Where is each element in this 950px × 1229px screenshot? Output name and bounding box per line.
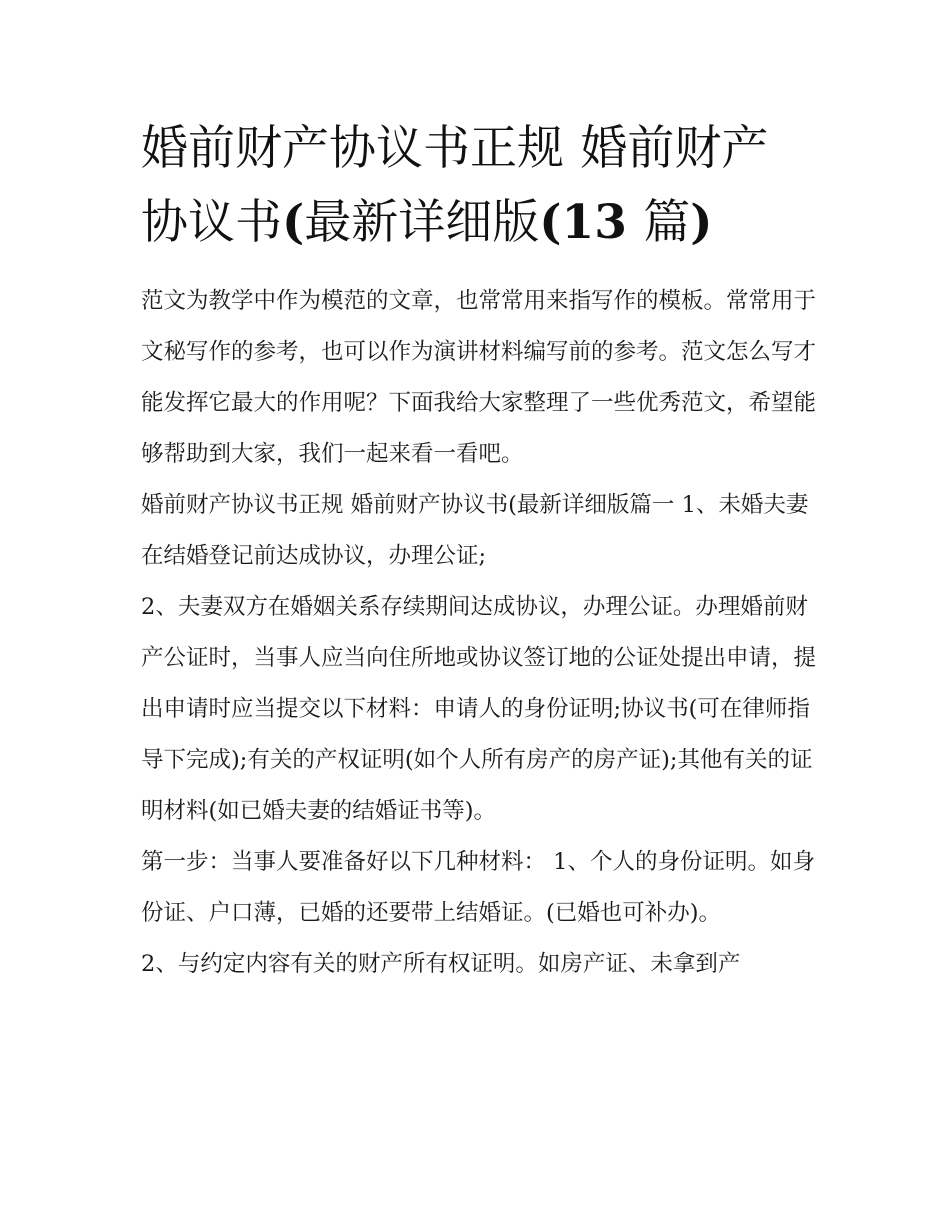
title-line-1: 婚前财产协议书正规 婚前财产 <box>141 121 769 176</box>
paragraph-intro: 范文为教学中作为模范的文章，也常常用来指写作的模板。常常用于文秘写作的参考，也可以作为演讲材料编写前的参考。范文怎么写才能发挥它最大的作用呢？下面我给大家整理了一些优秀范文，希望能够帮助到大家，我们一起来看一看吧。 <box>141 288 817 467</box>
document-title <box>141 112 821 260</box>
document-body <box>141 276 821 990</box>
paragraph-step-2: 2、与约定内容有关的财产所有权证明。如房产证、未拿到产 <box>141 951 741 977</box>
paragraph-section-1: 婚前财产协议书正规 婚前财产协议书(最新详细版篇一 1、未婚夫妻在结婚登记前达成协议，办理公证; <box>141 492 809 569</box>
paragraph-step-1: 第一步：当事人要准备好以下几种材料： 1、个人的身份证明。如身份证、户口薄，已婚的还要带上结婚证。(已婚也可补办)。 <box>141 849 815 926</box>
title-line-2: 协议书(最新详细版(13 篇) <box>141 195 713 250</box>
paragraph-section-2: 2、夫妻双方在婚姻关系存续期间达成协议，办理公证。办理婚前财产公证时，当事人应当向住所地或协议签订地的公证处提出申请，提出申请时应当提交以下材料：申请人的身份证明;协议书(可在律师指导下完成);有关的产权证明(如个人所有房产的房产证);其他有关的证明材料(如已婚夫妻的结婚证书等)。 <box>141 594 817 824</box>
